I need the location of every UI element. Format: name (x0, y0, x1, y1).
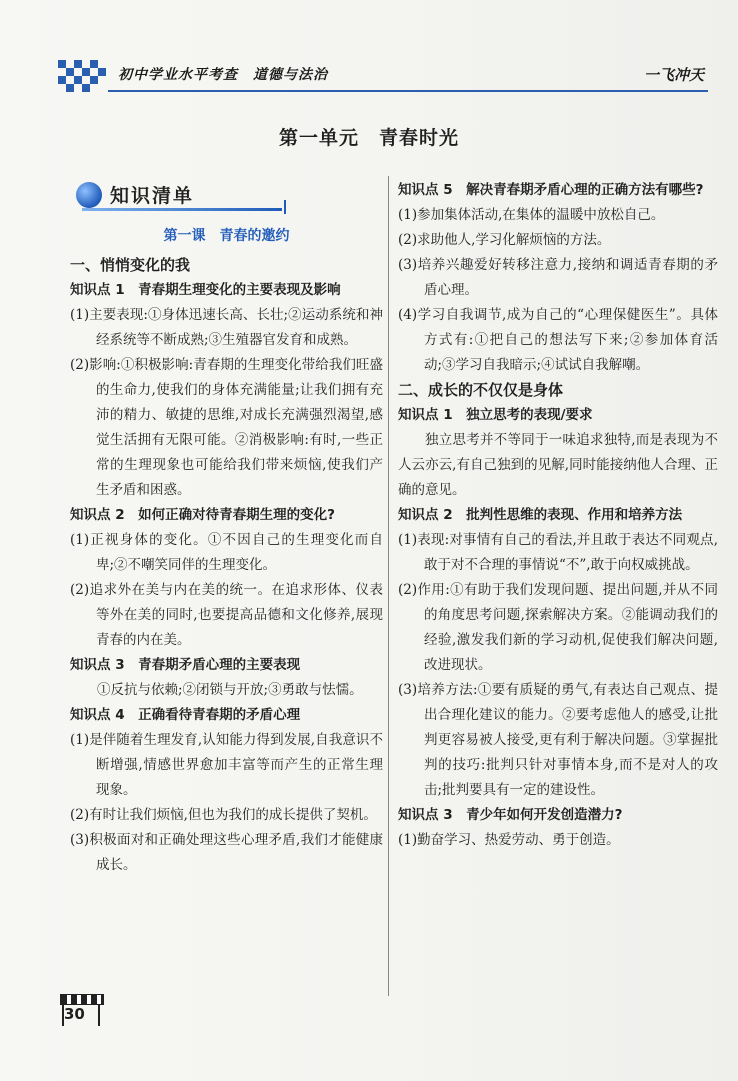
list-item: (4)学习自我调节,成为自己的“心理保健医生”。具体方式有:①把自己的想法写下来;②参加体育活动;③学习自我暗示;④试试自我解嘲。 (398, 307, 718, 373)
series-title: 初中学业水平考查 道德与法治 (118, 67, 328, 83)
list-item: (1)是伴随着生理发育,认知能力得到发展,自我意识不断增强,情感世界愈加丰富等而产生的正常生理现象。 (70, 732, 383, 798)
knowledge-point-heading: 知识点 2 如何正确对待青春期生理的变化? (70, 507, 335, 523)
globe-icon (76, 182, 102, 208)
knowledge-point-heading: 知识点 5 解决青春期矛盾心理的正确方法有哪些? (398, 182, 704, 198)
page-number-badge (60, 994, 104, 1028)
brand-logo: 一飞冲天 (643, 66, 704, 84)
list-item: (2)求助他人,学习化解烦恼的方法。 (398, 232, 611, 248)
page-number: 30 (64, 1005, 85, 1023)
list-item: (1)参加集体活动,在集体的温暖中放松自己。 (398, 207, 665, 223)
list-item: (2)有时让我们烦恼,但也为我们的成长提供了契机。 (70, 807, 377, 823)
list-item: (3)积极面对和正确处理这些心理矛盾,我们才能健康成长。 (70, 832, 383, 873)
knowledge-point-heading: 知识点 3 青少年如何开发创造潜力? (398, 807, 623, 823)
section-heading: 一、悄悄变化的我 (70, 256, 191, 274)
list-item: (1)正视身体的变化。①不因自己的生理变化而自卑;②不嘲笑同伴的生理变化。 (70, 532, 383, 573)
list-item: (2)追求外在美与内在美的统一。在追求形体、仪表等外在美的同时,也要提高品德和文化修养,展现青春的内在美。 (70, 582, 383, 648)
unit-title: 第一单元 青春时光 (278, 127, 459, 149)
knowledge-point-heading: 知识点 2 批判性思维的表现、作用和培养方法 (398, 507, 683, 523)
list-item: (3)培养方法:①要有质疑的勇气,有表达自己观点、提出合理化建议的能力。②要考虑他人的感受,让批判更容易被人接受,更有利于解决问题。③掌握批判的技巧:批判只针对事情本身,而不是对人的攻击;批判要具有一定的建设性。 (398, 682, 718, 798)
paragraph: ①反抗与依赖;②闭锁与开放;③勇敢与怯懦。 (97, 682, 363, 698)
section-heading: 二、成长的不仅仅是身体 (398, 381, 564, 399)
left-column (70, 178, 383, 878)
badge-underline (82, 208, 282, 211)
list-item: (1)表现:对事情有自己的看法,并且敢于表达不同观点,敢于对不合理的事情说“不”,敢于向权威挑战。 (398, 532, 718, 573)
list-item: (3)培养兴趣爱好转移注意力,接纳和调适青春期的矛盾心理。 (398, 257, 718, 298)
knowledge-point-heading: 知识点 3 青春期矛盾心理的主要表现 (70, 657, 301, 673)
knowledge-point-heading: 知识点 1 独立思考的表现/要求 (398, 407, 593, 423)
list-item: (1)勤奋学习、热爱劳动、勇于创造。 (398, 832, 620, 848)
header-rule (108, 90, 708, 92)
knowledge-point-heading: 知识点 4 正确看待青春期的矛盾心理 (70, 707, 301, 723)
knowledge-list-badge (70, 178, 383, 216)
knowledge-point-heading: 知识点 1 青春期生理变化的主要表现及影响 (70, 282, 341, 298)
badge-tick (284, 200, 286, 214)
paragraph: 独立思考并不等同于一味追求独特,而是表现为不人云亦云,有自己独到的见解,同时能接纳他人合理、正确的意见。 (398, 432, 718, 498)
badge-leg (98, 1004, 100, 1026)
badge-label: 知识清单 (110, 185, 195, 207)
lesson-title: 第一课 青春的邀约 (163, 228, 290, 244)
page-header (58, 56, 708, 96)
column-divider (388, 176, 389, 996)
list-item: (1)主要表现:①身体迅速长高、长壮;②运动系统和神经系统等不断成熟;③生殖器官发育和成熟。 (70, 307, 383, 348)
right-column (398, 178, 718, 853)
list-item: (2)影响:①积极影响:青春期的生理变化带给我们旺盛的生命力,使我们的身体充满能量;让我们拥有充沛的精力、敏捷的思维,对成长充满强烈渴望,感觉生活拥有无限可能。②消极影响:有时,一些正常的生理现象也可能给我们带来烦恼,使我们产生矛盾和困惑。 (70, 357, 383, 498)
list-item: (2)作用:①有助于我们发现问题、提出问题,并从不同的角度思考问题,探索解决方案。②能调动我们的经验,激发我们新的学习动机,促使我们解决问题,改进现状。 (398, 582, 718, 673)
header-checker-icon (58, 60, 110, 92)
